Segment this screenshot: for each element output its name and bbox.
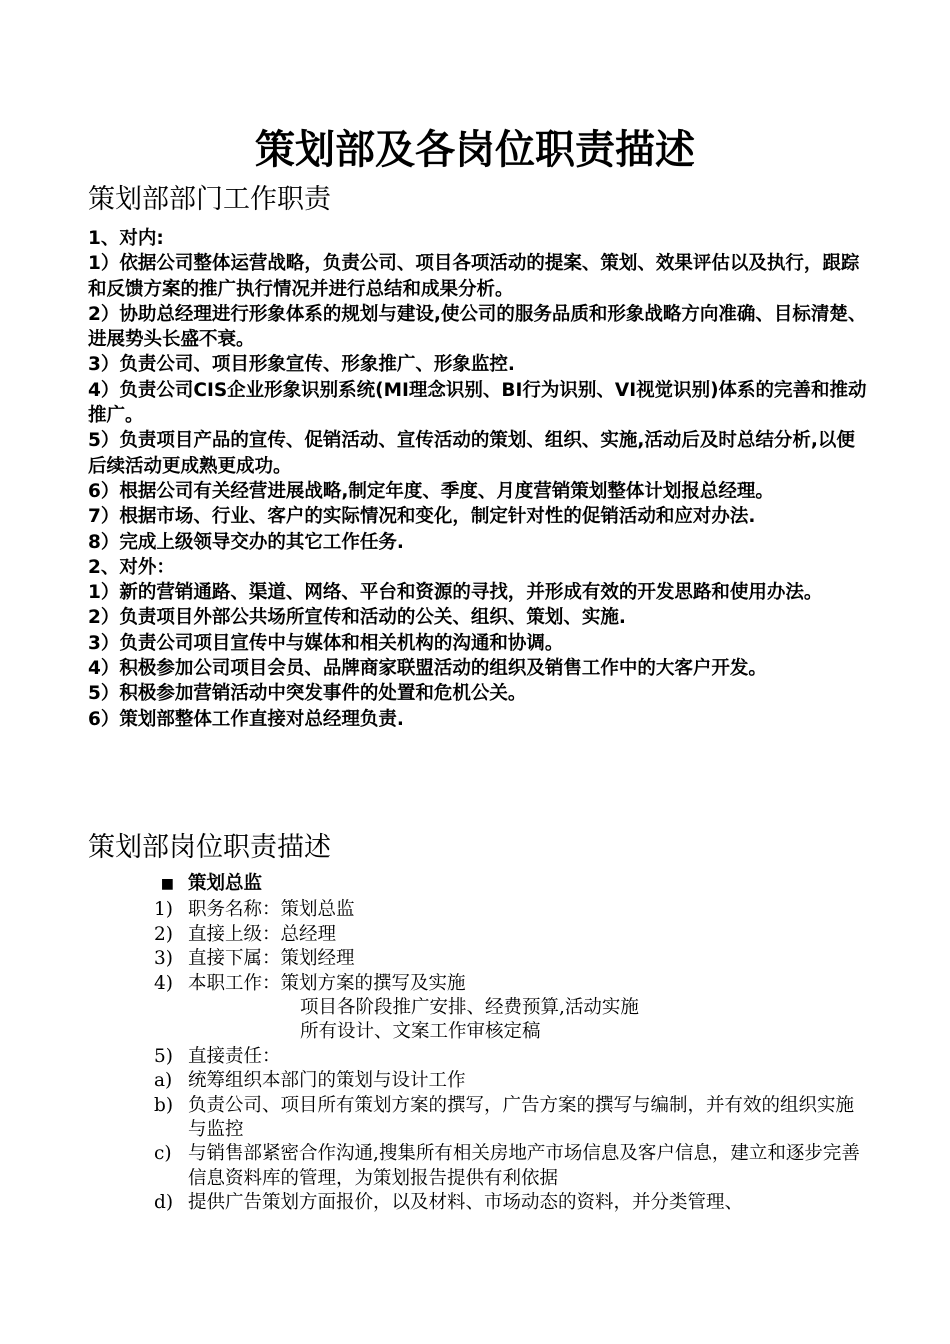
paragraph: 7）根据市场、行业、客户的实际情况和变化，制定针对性的促销活动和应对办法. — [88, 506, 756, 528]
paragraph: 4）积极参加公司项目会员、品牌商家联盟活动的组织及销售工作中的大客户开发。 — [88, 658, 767, 680]
item-number: 3) — [154, 948, 173, 970]
work-continued-line: 项目各阶段推广安排、经费预算,活动实施 — [300, 997, 639, 1019]
paragraph: 2）协助总经理进行形象体系的规划与建设,使公司的服务品质和形象战略方向准确、目标清楚、进展势头长盛不衰。 — [88, 303, 867, 351]
item-text: 直接上级：总经理 — [188, 923, 337, 945]
section-heading-department: 策划部部门工作职责 — [88, 184, 331, 215]
item-text: 职务名称：策划总监 — [188, 899, 355, 921]
item-number: 2) — [154, 923, 173, 945]
list-item — [88, 972, 868, 996]
duty-text: 与销售部紧密合作沟通,搜集所有相关房地产市场信息及客户信息，建立和逐步完善信息资料库的管理，为策划报告提供有利依据 — [188, 1143, 860, 1189]
item-number: 4) — [154, 972, 173, 994]
duty-text: 负责公司、项目所有策划方案的撰写，广告方案的撰写与编制，并有效的组织实施与监控 — [188, 1094, 855, 1141]
list-item — [88, 923, 868, 947]
page-title: 策划部及各岗位职责描述 — [255, 126, 695, 173]
item-text: 直接下属：策划经理 — [188, 948, 355, 970]
role-description — [88, 872, 868, 1216]
duty-letter: b) — [154, 1094, 174, 1116]
paragraph: 5）积极参加营销活动中突发事件的处置和危机公关。 — [88, 683, 527, 705]
list-item — [88, 947, 868, 971]
list-item — [88, 1045, 868, 1069]
role-heading — [88, 872, 868, 896]
work-continued-line: 所有设计、文案工作审核定稿 — [300, 1021, 541, 1043]
paragraph: 1）依据公司整体运营战略，负责公司、项目各项活动的提案、策划、效果评估以及执行，跟踪和反馈方案的推广执行情况并进行总结和成果分析。 — [88, 253, 860, 300]
paragraph: 6）策划部整体工作直接对总经理负责. — [88, 708, 404, 730]
paragraph: 2）负责项目外部公共场所宣传和活动的公关、组织、策划、实施. — [88, 607, 626, 629]
duty-item — [88, 1094, 868, 1143]
item-text: 直接责任： — [188, 1045, 281, 1067]
paragraph: 2、对外： — [88, 556, 175, 578]
duty-item — [88, 1142, 868, 1191]
paragraph: 3）负责公司项目宣传中与媒体和相关机构的沟通和协调。 — [88, 632, 564, 654]
duty-letter: c) — [154, 1143, 172, 1165]
department-duties — [88, 226, 868, 732]
role-name: 策划总监 — [188, 873, 263, 894]
paragraph: 3）负责公司、项目形象宣传、形象推广、形象监控. — [88, 354, 515, 376]
item-number: 5) — [154, 1045, 173, 1067]
paragraph: 4）负责公司CIS企业形象识别系统(MI理念识别、BI行为识别、VI视觉识别)体系的完善和推动推广。 — [88, 379, 867, 427]
item-text: 本职工作：策划方案的撰写及实施 — [188, 972, 466, 994]
duty-text: 提供广告策划方面报价，以及材料、市场动态的资料，并分类管理、 — [188, 1192, 744, 1214]
paragraph: 1、对内: — [88, 228, 164, 249]
paragraph: 6）根据公司有关经营进展战略,制定年度、季度、月度营销策划整体计划报总经理。 — [88, 480, 774, 502]
section-heading-positions: 策划部岗位职责描述 — [88, 832, 331, 863]
square-bullet-icon: ■ — [160, 876, 174, 892]
paragraph: 8）完成上级领导交办的其它工作任务. — [88, 531, 404, 553]
duty-text: 统筹组织本部门的策划与设计工作 — [188, 1070, 466, 1092]
duty-item — [88, 1191, 868, 1215]
duty-letter: a) — [154, 1070, 173, 1092]
list-item — [88, 898, 868, 922]
duty-item — [88, 1069, 868, 1093]
paragraph: 5）负责项目产品的宣传、促销活动、宣传活动的策划、组织、实施,活动后及时总结分析,以便后续活动更成熟更成功。 — [88, 430, 855, 477]
item-number: 1) — [154, 899, 173, 921]
paragraph: 1）新的营销通路、渠道、网络、平台和资源的寻找，并形成有效的开发思路和使用办法。 — [88, 582, 823, 604]
duty-letter: d) — [154, 1192, 174, 1214]
